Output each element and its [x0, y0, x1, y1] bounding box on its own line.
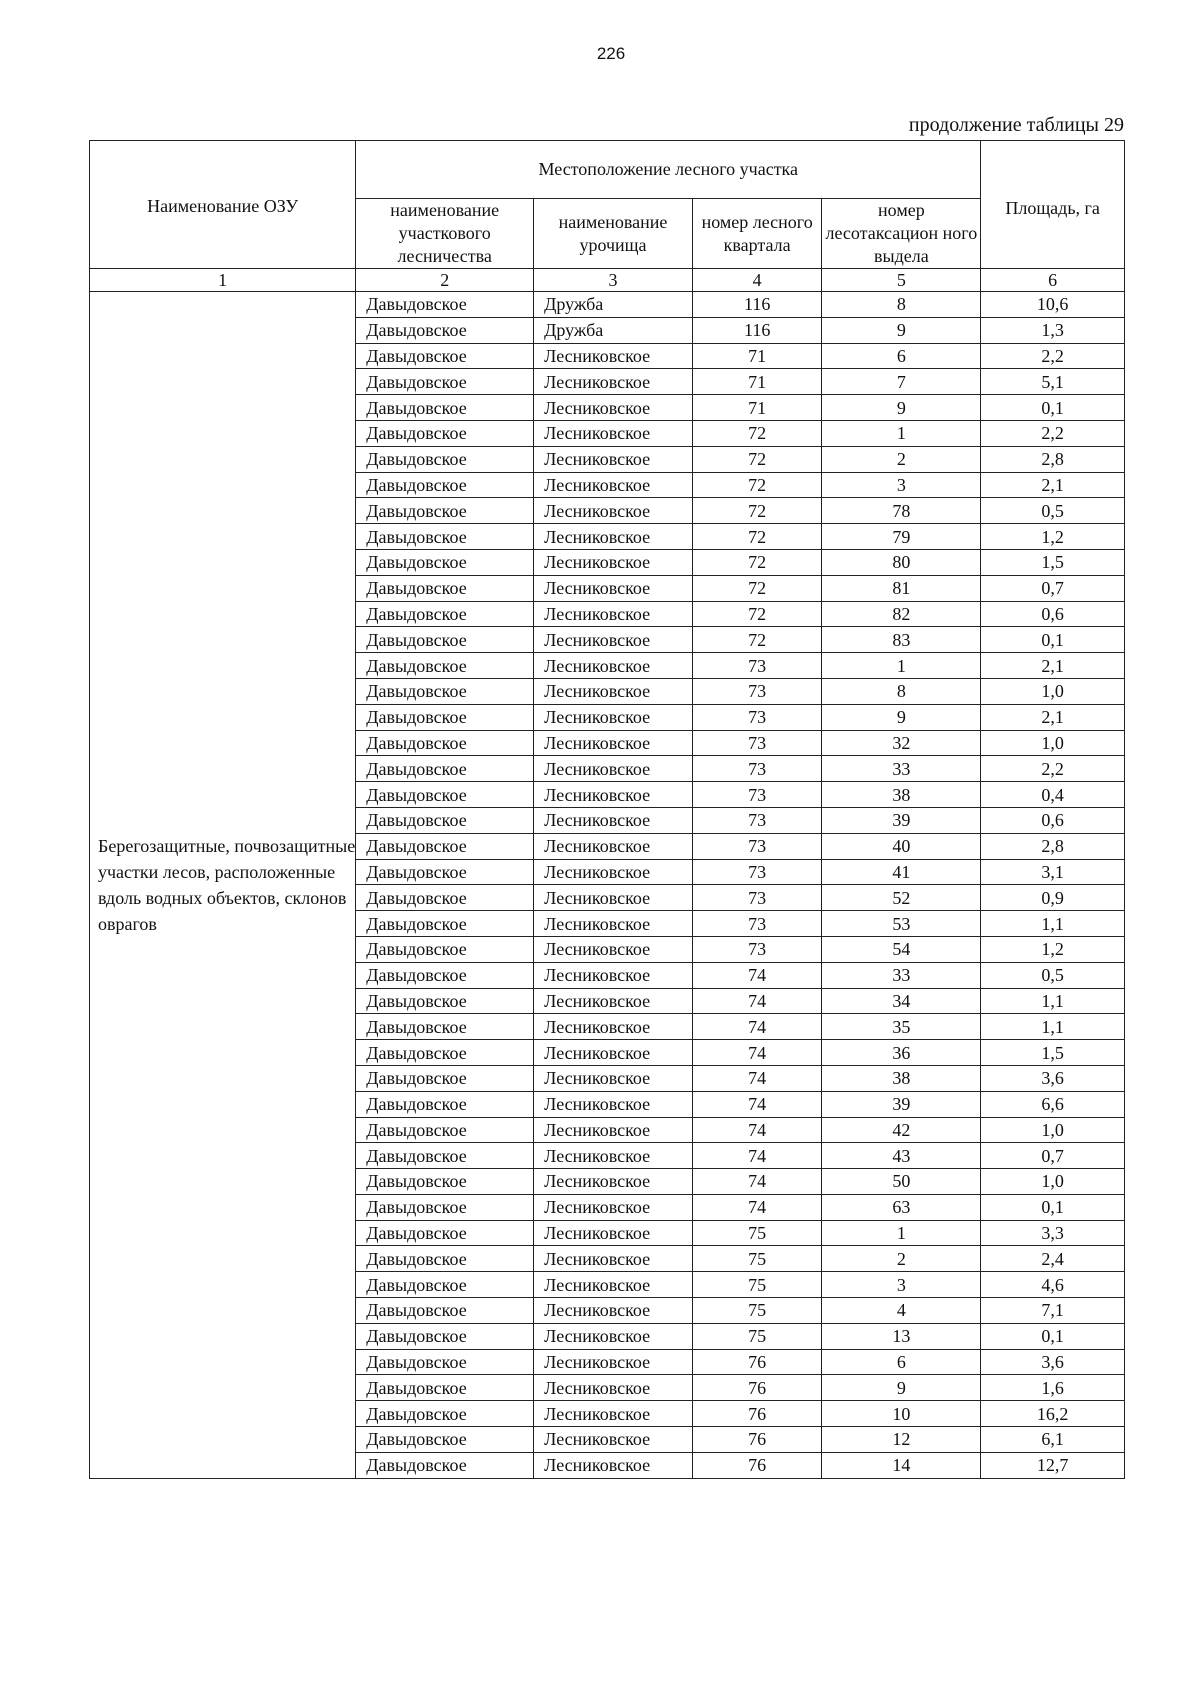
header-district: наименование участкового лесничества: [356, 199, 534, 269]
cell-tract: Лесниковское: [534, 1452, 693, 1478]
cell-section: 39: [822, 807, 981, 833]
cell-district: Давыдовское: [356, 420, 534, 446]
cell-tract: Лесниковское: [534, 911, 693, 937]
cell-section: 38: [822, 782, 981, 808]
cell-district: Давыдовское: [356, 807, 534, 833]
cell-district: Давыдовское: [356, 730, 534, 756]
cell-tract: Лесниковское: [534, 859, 693, 885]
cell-area: 5,1: [981, 369, 1125, 395]
cell-quarter: 75: [692, 1272, 822, 1298]
cell-area: 7,1: [981, 1298, 1125, 1324]
cell-quarter: 71: [692, 395, 822, 421]
cell-tract: Лесниковское: [534, 1323, 693, 1349]
cell-quarter: 75: [692, 1246, 822, 1272]
cell-tract: Лесниковское: [534, 782, 693, 808]
column-number: 4: [692, 269, 822, 292]
cell-section: 8: [822, 292, 981, 318]
cell-area: 0,9: [981, 885, 1125, 911]
category-name: Берегозащитные, почвозащитные участки лесов, расположенные вдоль водных объектов, склонов оврагов: [90, 292, 356, 1479]
cell-quarter: 72: [692, 601, 822, 627]
cell-tract: Лесниковское: [534, 1246, 693, 1272]
cell-area: 6,1: [981, 1427, 1125, 1453]
cell-section: 13: [822, 1323, 981, 1349]
cell-section: 6: [822, 1349, 981, 1375]
cell-tract: Лесниковское: [534, 962, 693, 988]
cell-area: 0,1: [981, 395, 1125, 421]
cell-tract: Лесниковское: [534, 601, 693, 627]
header-name: Наименование ОЗУ: [90, 141, 356, 269]
cell-area: 2,8: [981, 446, 1125, 472]
cell-area: 1,2: [981, 936, 1125, 962]
cell-district: Давыдовское: [356, 885, 534, 911]
cell-quarter: 74: [692, 1143, 822, 1169]
cell-quarter: 73: [692, 756, 822, 782]
cell-tract: Лесниковское: [534, 1349, 693, 1375]
cell-area: 1,3: [981, 317, 1125, 343]
cell-tract: Лесниковское: [534, 420, 693, 446]
cell-district: Давыдовское: [356, 472, 534, 498]
cell-section: 14: [822, 1452, 981, 1478]
cell-section: 42: [822, 1117, 981, 1143]
cell-area: 1,5: [981, 549, 1125, 575]
cell-district: Давыдовское: [356, 1143, 534, 1169]
cell-district: Давыдовское: [356, 1169, 534, 1195]
cell-section: 83: [822, 627, 981, 653]
cell-section: 4: [822, 1298, 981, 1324]
cell-quarter: 73: [692, 653, 822, 679]
cell-tract: Лесниковское: [534, 369, 693, 395]
cell-district: Давыдовское: [356, 833, 534, 859]
cell-quarter: 74: [692, 1040, 822, 1066]
cell-district: Давыдовское: [356, 549, 534, 575]
cell-district: Давыдовское: [356, 498, 534, 524]
cell-area: 0,1: [981, 1194, 1125, 1220]
column-number: 5: [822, 269, 981, 292]
cell-tract: Лесниковское: [534, 1014, 693, 1040]
cell-tract: Лесниковское: [534, 446, 693, 472]
cell-section: 33: [822, 756, 981, 782]
cell-section: 1: [822, 653, 981, 679]
cell-quarter: 71: [692, 369, 822, 395]
cell-quarter: 72: [692, 549, 822, 575]
cell-quarter: 72: [692, 472, 822, 498]
cell-section: 12: [822, 1427, 981, 1453]
cell-district: Давыдовское: [356, 653, 534, 679]
cell-tract: Лесниковское: [534, 498, 693, 524]
cell-section: 6: [822, 343, 981, 369]
cell-district: Давыдовское: [356, 1349, 534, 1375]
cell-area: 2,4: [981, 1246, 1125, 1272]
cell-tract: Лесниковское: [534, 807, 693, 833]
cell-section: 38: [822, 1065, 981, 1091]
cell-area: 1,0: [981, 730, 1125, 756]
cell-quarter: 73: [692, 782, 822, 808]
cell-district: Давыдовское: [356, 1117, 534, 1143]
cell-section: 9: [822, 1375, 981, 1401]
cell-district: Давыдовское: [356, 1401, 534, 1427]
cell-district: Давыдовское: [356, 782, 534, 808]
cell-district: Давыдовское: [356, 1323, 534, 1349]
cell-section: 43: [822, 1143, 981, 1169]
cell-section: 53: [822, 911, 981, 937]
cell-section: 63: [822, 1194, 981, 1220]
cell-district: Давыдовское: [356, 756, 534, 782]
cell-quarter: 75: [692, 1220, 822, 1246]
cell-section: 80: [822, 549, 981, 575]
table-body: [90, 292, 1125, 1479]
cell-district: Давыдовское: [356, 704, 534, 730]
cell-section: 7: [822, 369, 981, 395]
cell-tract: Лесниковское: [534, 653, 693, 679]
cell-section: 40: [822, 833, 981, 859]
cell-district: Давыдовское: [356, 1014, 534, 1040]
cell-area: 1,0: [981, 1169, 1125, 1195]
cell-area: 6,6: [981, 1091, 1125, 1117]
cell-tract: Лесниковское: [534, 1220, 693, 1246]
cell-tract: Лесниковское: [534, 343, 693, 369]
cell-tract: Дружба: [534, 317, 693, 343]
cell-area: 10,6: [981, 292, 1125, 318]
cell-area: 1,5: [981, 1040, 1125, 1066]
cell-area: 2,2: [981, 420, 1125, 446]
cell-tract: Лесниковское: [534, 627, 693, 653]
cell-tract: Лесниковское: [534, 1065, 693, 1091]
cell-district: Давыдовское: [356, 1194, 534, 1220]
cell-area: 4,6: [981, 1272, 1125, 1298]
column-number: 2: [356, 269, 534, 292]
cell-district: Давыдовское: [356, 292, 534, 318]
cell-section: 36: [822, 1040, 981, 1066]
cell-quarter: 74: [692, 1091, 822, 1117]
cell-section: 3: [822, 1272, 981, 1298]
cell-quarter: 76: [692, 1401, 822, 1427]
cell-quarter: 74: [692, 1065, 822, 1091]
cell-area: 1,0: [981, 678, 1125, 704]
cell-area: 0,6: [981, 807, 1125, 833]
cell-section: 1: [822, 420, 981, 446]
column-number: 1: [90, 269, 356, 292]
cell-area: 3,1: [981, 859, 1125, 885]
cell-area: 2,1: [981, 704, 1125, 730]
cell-quarter: 73: [692, 885, 822, 911]
cell-area: 2,1: [981, 472, 1125, 498]
cell-area: 2,2: [981, 343, 1125, 369]
cell-district: Давыдовское: [356, 343, 534, 369]
cell-district: Давыдовское: [356, 524, 534, 550]
cell-tract: Лесниковское: [534, 936, 693, 962]
cell-tract: Лесниковское: [534, 885, 693, 911]
column-number: 3: [534, 269, 693, 292]
cell-area: 0,7: [981, 1143, 1125, 1169]
cell-district: Давыдовское: [356, 1246, 534, 1272]
cell-quarter: 73: [692, 678, 822, 704]
cell-district: Давыдовское: [356, 601, 534, 627]
cell-section: 54: [822, 936, 981, 962]
cell-quarter: 72: [692, 498, 822, 524]
cell-district: Давыдовское: [356, 962, 534, 988]
cell-area: 3,3: [981, 1220, 1125, 1246]
cell-tract: Лесниковское: [534, 1040, 693, 1066]
header-area: Площадь, га: [981, 141, 1125, 269]
header-location: Местоположение лесного участка: [356, 141, 981, 199]
cell-quarter: 73: [692, 833, 822, 859]
cell-district: Давыдовское: [356, 1220, 534, 1246]
page-number: 226: [596, 44, 626, 63]
cell-quarter: 116: [692, 292, 822, 318]
cell-tract: Лесниковское: [534, 1375, 693, 1401]
cell-section: 79: [822, 524, 981, 550]
cell-tract: Дружба: [534, 292, 693, 318]
header-quarter: номер лесного квартала: [692, 199, 822, 269]
cell-area: 0,5: [981, 962, 1125, 988]
cell-tract: Лесниковское: [534, 730, 693, 756]
cell-tract: Лесниковское: [534, 988, 693, 1014]
cell-section: 2: [822, 446, 981, 472]
cell-quarter: 73: [692, 859, 822, 885]
cell-district: Давыдовское: [356, 1375, 534, 1401]
cell-quarter: 71: [692, 343, 822, 369]
cell-section: 39: [822, 1091, 981, 1117]
cell-quarter: 73: [692, 730, 822, 756]
cell-area: 1,1: [981, 911, 1125, 937]
cell-district: Давыдовское: [356, 446, 534, 472]
cell-area: 1,6: [981, 1375, 1125, 1401]
cell-tract: Лесниковское: [534, 1427, 693, 1453]
cell-district: Давыдовское: [356, 988, 534, 1014]
cell-quarter: 72: [692, 446, 822, 472]
cell-section: 35: [822, 1014, 981, 1040]
cell-quarter: 74: [692, 1014, 822, 1040]
cell-section: 8: [822, 678, 981, 704]
cell-district: Давыдовское: [356, 1091, 534, 1117]
cell-section: 9: [822, 395, 981, 421]
cell-section: 9: [822, 704, 981, 730]
cell-tract: Лесниковское: [534, 1143, 693, 1169]
cell-area: 1,1: [981, 988, 1125, 1014]
cell-quarter: 72: [692, 524, 822, 550]
cell-area: 0,5: [981, 498, 1125, 524]
cell-section: 2: [822, 1246, 981, 1272]
forest-plots-table: [89, 140, 1125, 1479]
cell-area: 3,6: [981, 1349, 1125, 1375]
cell-district: Давыдовское: [356, 369, 534, 395]
cell-quarter: 72: [692, 420, 822, 446]
cell-district: Давыдовское: [356, 1040, 534, 1066]
cell-quarter: 76: [692, 1375, 822, 1401]
cell-tract: Лесниковское: [534, 549, 693, 575]
cell-tract: Лесниковское: [534, 1117, 693, 1143]
cell-district: Давыдовское: [356, 678, 534, 704]
cell-section: 32: [822, 730, 981, 756]
cell-area: 16,2: [981, 1401, 1125, 1427]
cell-section: 10: [822, 1401, 981, 1427]
cell-district: Давыдовское: [356, 395, 534, 421]
cell-tract: Лесниковское: [534, 472, 693, 498]
cell-area: 3,6: [981, 1065, 1125, 1091]
cell-tract: Лесниковское: [534, 575, 693, 601]
cell-quarter: 72: [692, 627, 822, 653]
table-caption: продолжение таблицы 29: [908, 114, 1124, 136]
cell-area: 0,7: [981, 575, 1125, 601]
cell-area: 2,2: [981, 756, 1125, 782]
cell-section: 50: [822, 1169, 981, 1195]
cell-section: 41: [822, 859, 981, 885]
cell-section: 78: [822, 498, 981, 524]
cell-quarter: 74: [692, 988, 822, 1014]
cell-district: Давыдовское: [356, 936, 534, 962]
cell-quarter: 74: [692, 1169, 822, 1195]
cell-tract: Лесниковское: [534, 756, 693, 782]
cell-tract: Лесниковское: [534, 704, 693, 730]
cell-quarter: 116: [692, 317, 822, 343]
cell-area: 12,7: [981, 1452, 1125, 1478]
cell-tract: Лесниковское: [534, 524, 693, 550]
cell-area: 1,0: [981, 1117, 1125, 1143]
cell-tract: Лесниковское: [534, 1169, 693, 1195]
cell-quarter: 73: [692, 704, 822, 730]
cell-section: 52: [822, 885, 981, 911]
cell-quarter: 76: [692, 1452, 822, 1478]
cell-district: Давыдовское: [356, 859, 534, 885]
cell-district: Давыдовское: [356, 1065, 534, 1091]
cell-section: 34: [822, 988, 981, 1014]
cell-quarter: 74: [692, 1117, 822, 1143]
cell-section: 81: [822, 575, 981, 601]
column-number: 6: [981, 269, 1125, 292]
cell-district: Давыдовское: [356, 911, 534, 937]
cell-area: 0,4: [981, 782, 1125, 808]
cell-area: 2,1: [981, 653, 1125, 679]
cell-section: 33: [822, 962, 981, 988]
cell-district: Давыдовское: [356, 1452, 534, 1478]
cell-area: 0,1: [981, 1323, 1125, 1349]
cell-tract: Лесниковское: [534, 1194, 693, 1220]
cell-quarter: 72: [692, 575, 822, 601]
cell-quarter: 73: [692, 807, 822, 833]
header-tract: наименование урочища: [534, 199, 693, 269]
cell-area: 1,2: [981, 524, 1125, 550]
cell-quarter: 75: [692, 1298, 822, 1324]
cell-area: 1,1: [981, 1014, 1125, 1040]
cell-tract: Лесниковское: [534, 1298, 693, 1324]
cell-area: 0,1: [981, 627, 1125, 653]
cell-quarter: 73: [692, 911, 822, 937]
cell-tract: Лесниковское: [534, 833, 693, 859]
cell-quarter: 76: [692, 1427, 822, 1453]
cell-quarter: 74: [692, 962, 822, 988]
cell-section: 9: [822, 317, 981, 343]
cell-section: 82: [822, 601, 981, 627]
cell-quarter: 73: [692, 936, 822, 962]
header-section: номер лесотаксацион ного выдела: [822, 199, 981, 269]
cell-tract: Лесниковское: [534, 1401, 693, 1427]
cell-district: Давыдовское: [356, 1427, 534, 1453]
cell-tract: Лесниковское: [534, 1091, 693, 1117]
cell-tract: Лесниковское: [534, 678, 693, 704]
cell-tract: Лесниковское: [534, 1272, 693, 1298]
cell-section: 1: [822, 1220, 981, 1246]
cell-area: 2,8: [981, 833, 1125, 859]
cell-quarter: 76: [692, 1349, 822, 1375]
cell-area: 0,6: [981, 601, 1125, 627]
cell-district: Давыдовское: [356, 575, 534, 601]
cell-district: Давыдовское: [356, 317, 534, 343]
cell-section: 3: [822, 472, 981, 498]
cell-district: Давыдовское: [356, 1272, 534, 1298]
cell-tract: Лесниковское: [534, 395, 693, 421]
table-row: [90, 292, 1125, 318]
cell-quarter: 74: [692, 1194, 822, 1220]
cell-quarter: 75: [692, 1323, 822, 1349]
cell-district: Давыдовское: [356, 1298, 534, 1324]
cell-district: Давыдовское: [356, 627, 534, 653]
